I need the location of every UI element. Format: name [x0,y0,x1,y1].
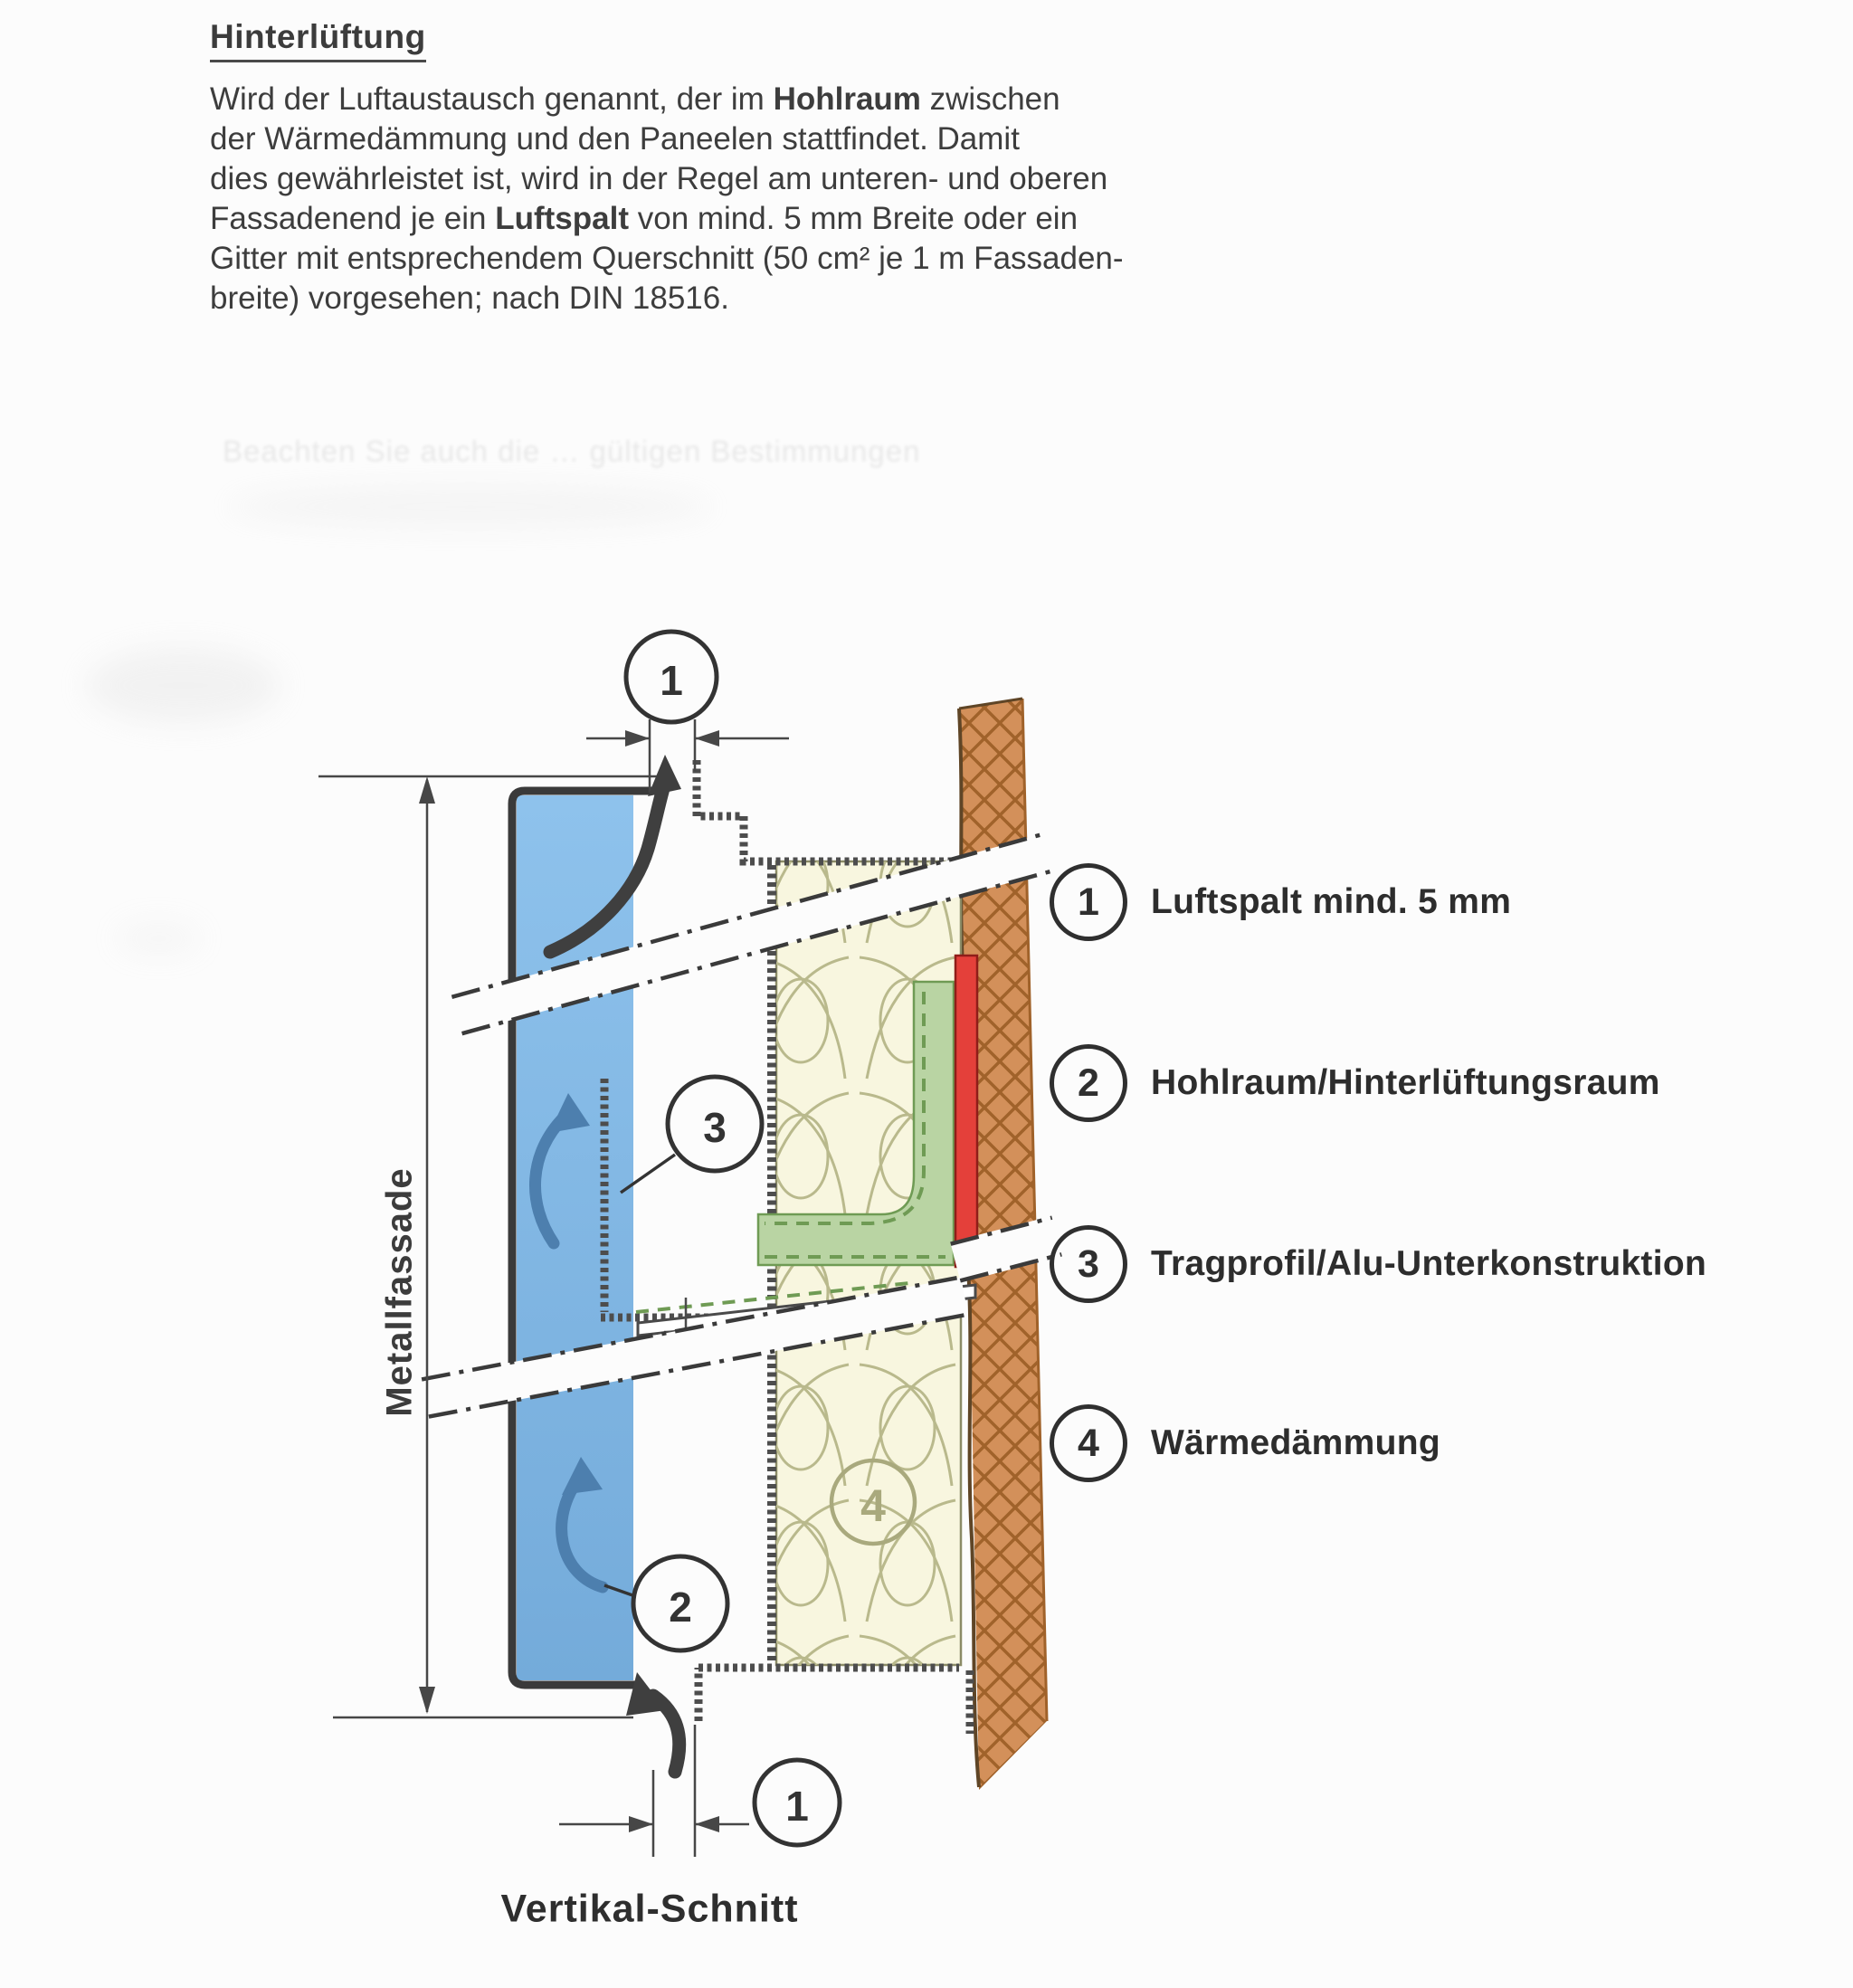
callout-number: 2 [669,1584,692,1631]
callout-circle-2 [633,1556,727,1650]
legend-badge: 4 [1050,1404,1127,1482]
anchor-rail [955,956,977,1267]
diagram-caption: Vertikal-Schnitt [500,1887,799,1931]
legend-item [1050,1044,1660,1122]
air-gap-dimension-bottom [559,1725,749,1857]
air-gap-dimension-top [586,719,789,793]
top-step-profile [697,760,957,861]
text-line: dies gewährleistet ist, wird in der Regel am unteren- und oberen [210,161,1108,196]
legend-label: Tragprofil/Alu-Unterkonstruktion [1151,1244,1707,1283]
legend-badge: 1 [1050,863,1127,941]
callout-circle-3 [668,1077,762,1171]
callout-circle-1-top [626,632,717,722]
section-heading: Hinterlüftung [210,18,426,62]
callout-number: 4 [860,1480,886,1531]
vent-arrow-bottom [626,1672,679,1772]
legend-label: Wärmedämmung [1151,1423,1440,1462]
text-line: der Wärmedämmung und den Paneelen stattfindet. Damit [210,121,1020,157]
facade-axis-label: Metallfassade [379,1167,420,1417]
legend-item [1050,1404,1440,1482]
legend-badge: 2 [1050,1044,1127,1122]
callout-number: 1 [660,657,683,704]
callout-number: 1 [785,1783,809,1830]
faded-redacted-text: Beachten Sie auch die … gültigen Bestimmungen [223,434,921,468]
callout-circle-1-bottom [755,1760,840,1845]
callout-number: 3 [703,1104,727,1151]
text-line: Wird der Luftaustausch genannt, der im Hohlraum zwischen [210,81,1060,117]
text-line: breite) vorgesehen; nach DIN 18516. [210,281,729,316]
legend-badge: 3 [1050,1225,1127,1303]
legend-label: Luftspalt mind. 5 mm [1151,882,1512,921]
legend-item [1050,1225,1706,1303]
legend-label: Hohlraum/Hinterlüftungsraum [1151,1063,1660,1102]
text-line: Fassadenend je ein Luftspalt von mind. 5 mm Breite oder ein [210,201,1079,236]
text-line: Gitter mit entsprechendem Querschnitt (50 cm² je 1 m Fassaden- [210,241,1124,276]
legend-item [1050,863,1511,941]
